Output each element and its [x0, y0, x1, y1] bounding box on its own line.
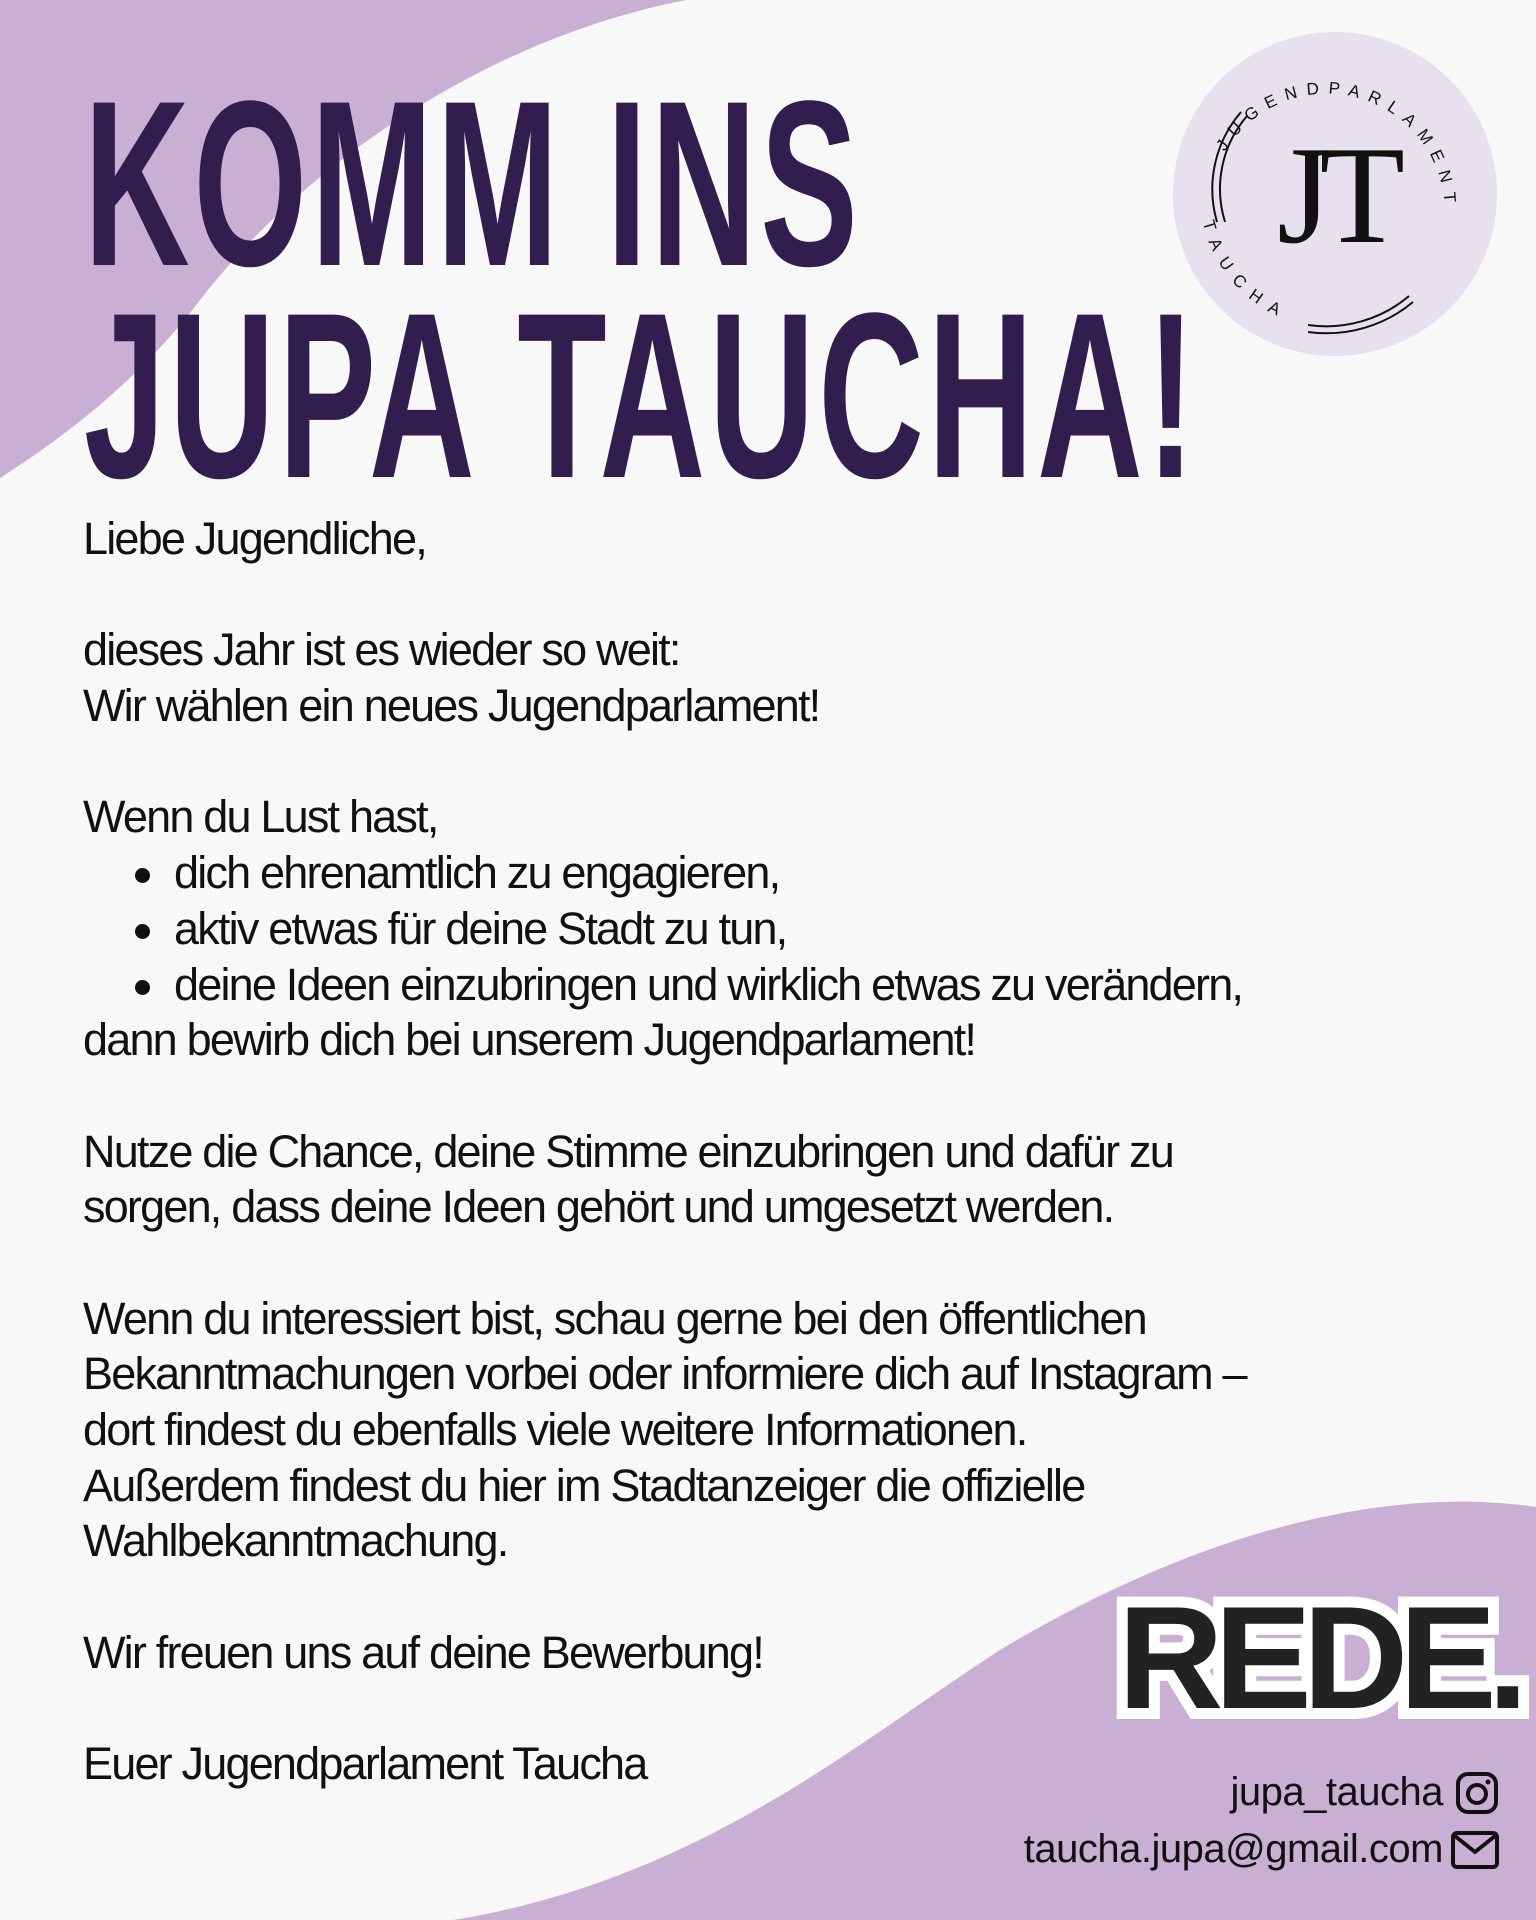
instagram-contact[interactable]	[1231, 1770, 1443, 1815]
svg-text:JT: JT	[1277, 118, 1393, 273]
svg-text:TAUCHA: TAUCHA	[1198, 217, 1294, 325]
paragraph-line: Nutze die Chance, deine Stimme einzubringen und dafür zu	[83, 1125, 1173, 1177]
svg-text:JUGENDPARLAMENT: JUGENDPARLAMENT	[1212, 78, 1461, 213]
jupa-logo	[1173, 32, 1497, 356]
instagram-handle[interactable]: jupa_taucha	[1230, 1770, 1443, 1814]
paragraph-line: dieses Jahr ist es wieder so weit:	[83, 624, 680, 676]
closing-line: Wir freuen uns auf deine Bewerbung!	[83, 1626, 763, 1678]
headline-line-2: JUPA TAUCHA!	[84, 264, 1199, 528]
mail-icon	[1451, 1830, 1499, 1870]
paragraph-line: dort findest du ebenfalls viele weitere Informationen.	[83, 1404, 1027, 1455]
greeting: Liebe Jugendliche,	[83, 513, 426, 564]
bullet-item: deine Ideen einzubringen und wirklich etwas zu verändern,	[83, 957, 1483, 1013]
paragraph-line: Wahlbekanntmachung.	[83, 1515, 508, 1567]
bullet-item: aktiv etwas für deine Stadt zu tun,	[83, 901, 1483, 957]
paragraph-line: Wir wählen ein neues Jugendparlament!	[83, 680, 820, 732]
rede-badge: REDE.	[1118, 1576, 1520, 1739]
email-contact[interactable]	[1024, 1827, 1443, 1872]
paragraph-line: dann bewirb dich bei unserem Jugendparlament!	[83, 1014, 976, 1066]
paragraph-line: Wenn du Lust hast,	[83, 791, 438, 843]
signature: Euer Jugendparlament Taucha	[83, 1738, 647, 1790]
instagram-icon	[1455, 1771, 1499, 1815]
bullet-item: dich ehrenamtlich zu engagieren,	[83, 845, 1483, 901]
paragraph-line: sorgen, dass deine Ideen gehört und umgesetzt werden.	[83, 1181, 1114, 1233]
headline-line-1: KOMM INS	[84, 52, 862, 316]
paragraph-line: Außerdem findest du hier im Stadtanzeiger die offizielle	[83, 1459, 1085, 1511]
paragraph-line: Bekanntmachungen vorbei oder informiere dich auf Instagram –	[83, 1348, 1246, 1400]
email-address[interactable]: taucha.jupa@gmail.com	[1023, 1827, 1443, 1871]
paragraph-line: Wenn du interessiert bist, schau gerne bei den öffentlichen	[83, 1292, 1146, 1344]
